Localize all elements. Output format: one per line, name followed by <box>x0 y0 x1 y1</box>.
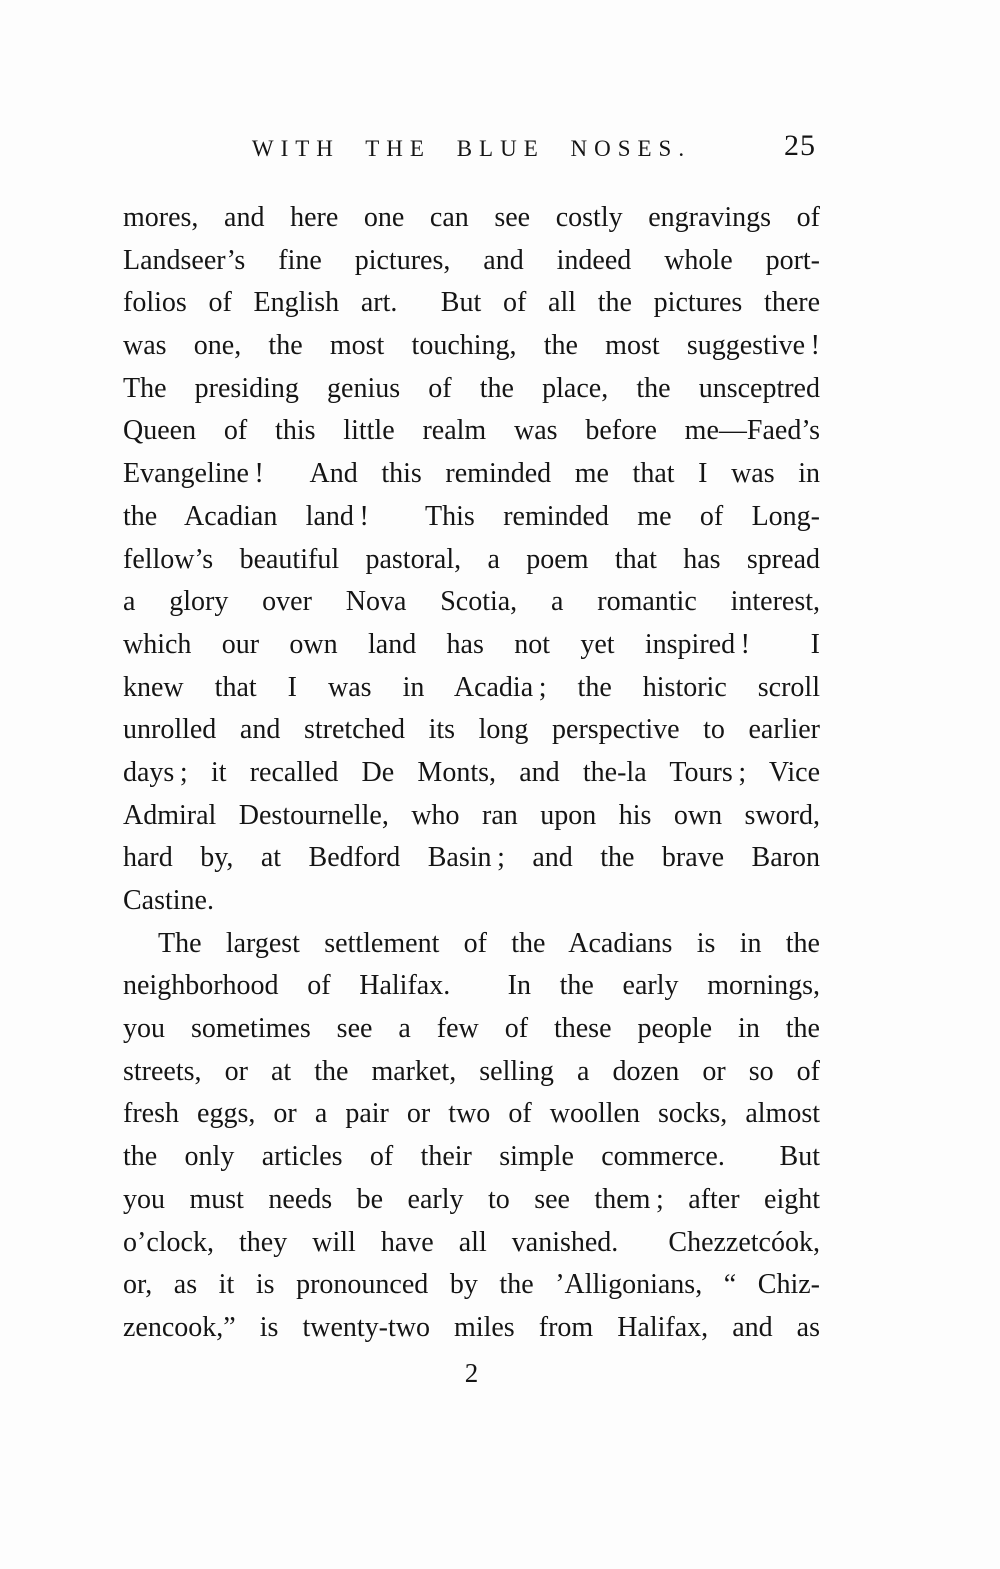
page-body <box>123 197 820 1350</box>
running-header <box>123 129 820 176</box>
running-header-title: WITH THE BLUE NOSES. <box>251 136 692 161</box>
text-line: knew that I was in Acadia ; the historic scroll <box>123 671 820 703</box>
text-line: the only articles of their simple commerce. But <box>123 1141 820 1173</box>
text-line: or, as it is pronounced by the ’Alligonians, “ Chiz- <box>123 1269 820 1301</box>
text-line: fellow’s beautiful pastoral, a poem that has spread <box>123 543 820 575</box>
text-line: you sometimes see a few of these people in the <box>123 1013 820 1045</box>
text-line: fresh eggs, or a pair or two of woollen socks, almost <box>123 1098 820 1130</box>
text-line-paragraph-end: Castine. <box>123 885 214 916</box>
text-line: o’clock, they will have all vanished. Chezzetcóok, <box>123 1226 820 1258</box>
text-line: Admiral Destournelle, who ran upon his own sword, <box>123 799 820 831</box>
text-line: a glory over Nova Scotia, a romantic interest, <box>123 586 820 618</box>
text-line: folios of English art. But of all the pictures there <box>123 287 820 319</box>
text-line: you must needs be early to see them ; after eight <box>123 1183 820 1215</box>
text-line: days ; it recalled De Monts, and the-la Tours ; Vice <box>123 756 820 788</box>
text-line: The presiding genius of the place, the unsceptred <box>123 372 820 404</box>
text-line: hard by, at Bedford Basin ; and the brave Baron <box>123 842 820 874</box>
text-line: neighborhood of Halifax. In the early mornings, <box>123 970 820 1002</box>
text-line: unrolled and stretched its long perspective to earlier <box>123 714 820 746</box>
text-line: Landseer’s fine pictures, and indeed whole port- <box>123 244 820 276</box>
text-line: zencook,” is twenty-two miles from Halifax, and as <box>123 1311 820 1343</box>
signature-mark: 2 <box>464 1358 479 1388</box>
text-line: Queen of this little realm was before me—Faed’s <box>123 415 820 447</box>
text-line-paragraph-start: The largest settlement of the Acadians is in the <box>158 927 820 959</box>
text-line: which our own land has not yet inspired ! I <box>123 628 820 660</box>
text-line: Evangeline ! And this reminded me that I was in <box>123 458 820 490</box>
page-number: 25 <box>784 129 816 162</box>
text-line: mores, and here one can see costly engravings of <box>123 202 820 233</box>
text-line: the Acadian land ! This reminded me of Long- <box>123 500 820 532</box>
text-line: streets, or at the market, selling a dozen or so of <box>123 1055 820 1087</box>
text-line: was one, the most touching, the most suggestive ! <box>123 330 820 362</box>
